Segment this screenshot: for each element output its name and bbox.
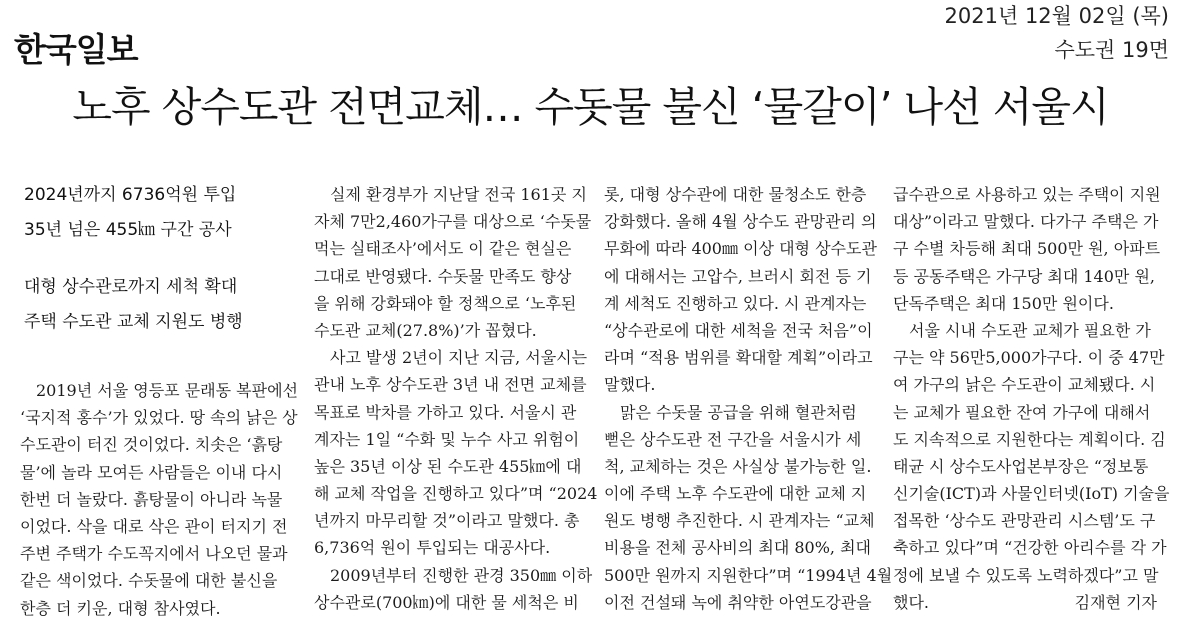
text-line: 라며 “적용 범위를 확대할 계획”이라고 [604,348,873,368]
text-line: 그대로 반영됐다. 수돗물 만족도 향상 [314,266,572,286]
text-line: 급수관으로 사용하고 있는 주택이 지원 [893,185,1161,204]
subhead-4: 주택 수도관 교체 지원도 병행 [24,312,243,332]
text-line: 맑은 수돗물 공급을 위해 혈관처럼 [620,402,857,422]
text-line: 대상”이라고 말했다. 다가구 주택은 가 [893,212,1159,232]
text-line: 한층 더 키운, 대형 참사였다. [20,598,221,618]
subheads [24,178,286,340]
text-line: 자체 7만2,460가구를 대상으로 ‘수돗물 [314,212,592,232]
text-line: 이었다. 삭을 대로 삭은 관이 터지기 전 [20,516,288,536]
text-line: 년까지 마무리할 것”이라고 말했다. 총 [314,511,580,531]
subhead-3: 대형 상수관로까지 세척 확대 [24,277,238,297]
text-line: 비용을 전체 공사비의 최대 80%, 최대 [604,538,872,558]
article-column-3 [604,181,893,616]
text-line: 롯, 대형 상수관에 대한 물청소도 한층 [604,185,867,204]
subhead-1: 2024년까지 6736억원 투입 [24,185,237,205]
text-line: 신기술(ICT)과 사물인터넷(IoT) 기술을 [893,484,1170,504]
text-line: ‘국지적 홍수’가 있었다. 땅 속의 낡은 상 [20,408,298,428]
text-line: 높은 35년 이상 된 수도관 455㎞에 대 [314,456,582,476]
text-line: 주변 주택가 수도꼭지에서 나오던 물과 [20,544,288,564]
text-line: 500만 원까지 지원한다”며 “1994년 4월 [604,565,893,585]
text-line: 사고 발생 2년이 지난 지금, 서울시는 [330,348,588,368]
text-line: 등 공동주택은 가구당 최대 140만 원, [893,266,1155,286]
text-line: 축하고 있다”며 “건강한 아리수를 각 가 [893,538,1167,558]
text-line: 상수관로(700㎞)에 대한 물 세척은 비 [314,592,579,612]
text-line: “상수관로에 대한 세척을 전국 처음”이 [604,320,873,340]
text-line: 해 교체 작업을 진행하고 있다”며 “2024 [314,484,598,504]
text-line-end: 했다. [893,592,929,612]
publication-date: 2021년 12월 02일 (목) [944,4,1169,28]
article-column-4 [893,181,1170,616]
text-line: 접목한 ‘상수도 관망관리 시스템’도 구 [893,511,1156,531]
text-line: 한번 더 놀랐다. 흙탕물이 아니라 녹물 [20,489,283,509]
text-line: 말했다. [604,375,656,395]
text-line: 2009년부터 진행한 관경 350㎜ 이하 [330,565,593,585]
text-line: 수도관 교체(27.8%)’가 꼽혔다. [314,320,537,340]
text-line: 6,736억 원이 투입되는 대공사다. [314,538,551,558]
text-line: 을 위해 강화돼야 할 정책으로 ‘노후된 [314,293,577,313]
text-line: 무화에 따라 400㎜ 이상 대형 상수도관 [604,239,877,259]
text-line: 강화했다. 올해 4월 상수도 관망관리 의 [604,212,877,232]
text-line: 구는 약 56만5,000가구다. 이 중 47만 [893,348,1165,368]
subhead-2: 35년 넘은 455㎞ 구간 공사 [24,220,232,240]
text-line: 도 지속적으로 지원한다는 계획이다. 김 [893,429,1166,449]
byline: 김재현 기자 [1074,592,1157,612]
text-line: 태균 시 상수도사업본부장은 “정보통 [893,456,1149,476]
text-line-last [893,589,1167,616]
article-column-1 [20,377,298,622]
page-section: 수도권 19면 [1054,38,1169,62]
newspaper-logo: 한국일보 [14,30,138,69]
text-line: 척, 교체하는 것은 사실상 불가능한 일. [604,456,872,476]
text-line: 목표로 박차를 가하고 있다. 서울시 관 [314,402,577,422]
text-line: 계 세척도 진행하고 있다. 시 관계자는 [604,293,867,313]
text-line: 관내 노후 상수도관 3년 내 전면 교체를 [314,375,587,395]
text-line: 먹는 실태조사’에서도 이 같은 현실은 [314,239,572,259]
text-line: 계자는 1일 “수화 및 누수 사고 위험이 [314,429,580,449]
text-line: 2019년 서울 영등포 문래동 복판에선 [36,381,298,400]
article-headline: 노후 상수도관 전면교체… 수돗물 불신 ‘물갈이’ 나선 서울시 [72,83,1109,131]
text-line: 여 가구의 낡은 수도관이 교체됐다. 시 [893,375,1156,395]
text-line: 실제 환경부가 지난달 전국 161곳 지 [330,185,587,204]
text-line: 서울 시내 수도관 교체가 필요한 가 [909,320,1151,340]
text-line: 같은 색이었다. 수돗물에 대한 불신을 [20,571,278,591]
text-line: 이에 주택 노후 수도관에 대한 교체 지 [604,484,867,504]
text-line: 뻗은 상수도관 전 구간을 서울시가 세 [604,429,862,449]
text-line: 에 대해서는 고압수, 브러시 회전 등 기 [604,266,872,286]
text-line: 구 수별 차등해 최대 500만 원, 아파트 [893,239,1161,259]
article-column-2 [314,181,598,616]
text-line: 물’에 놀라 모여든 사람들은 이내 다시 [20,462,283,482]
text-line: 원도 병행 추진한다. 시 관계자는 “교체 [604,511,875,531]
text-line: 는 교체가 필요한 잔여 가구에 대해서 [893,402,1151,422]
text-line: 수도관이 터진 것이었다. 치솟은 ‘흙탕 [20,435,283,455]
text-line: 이전 건설돼 녹에 취약한 아연도강관을 [604,592,872,612]
text-line: 단독주택은 최대 150만 원이다. [893,293,1114,313]
text-line: 정에 보낼 수 있도록 노력하겠다”고 말 [893,565,1159,585]
